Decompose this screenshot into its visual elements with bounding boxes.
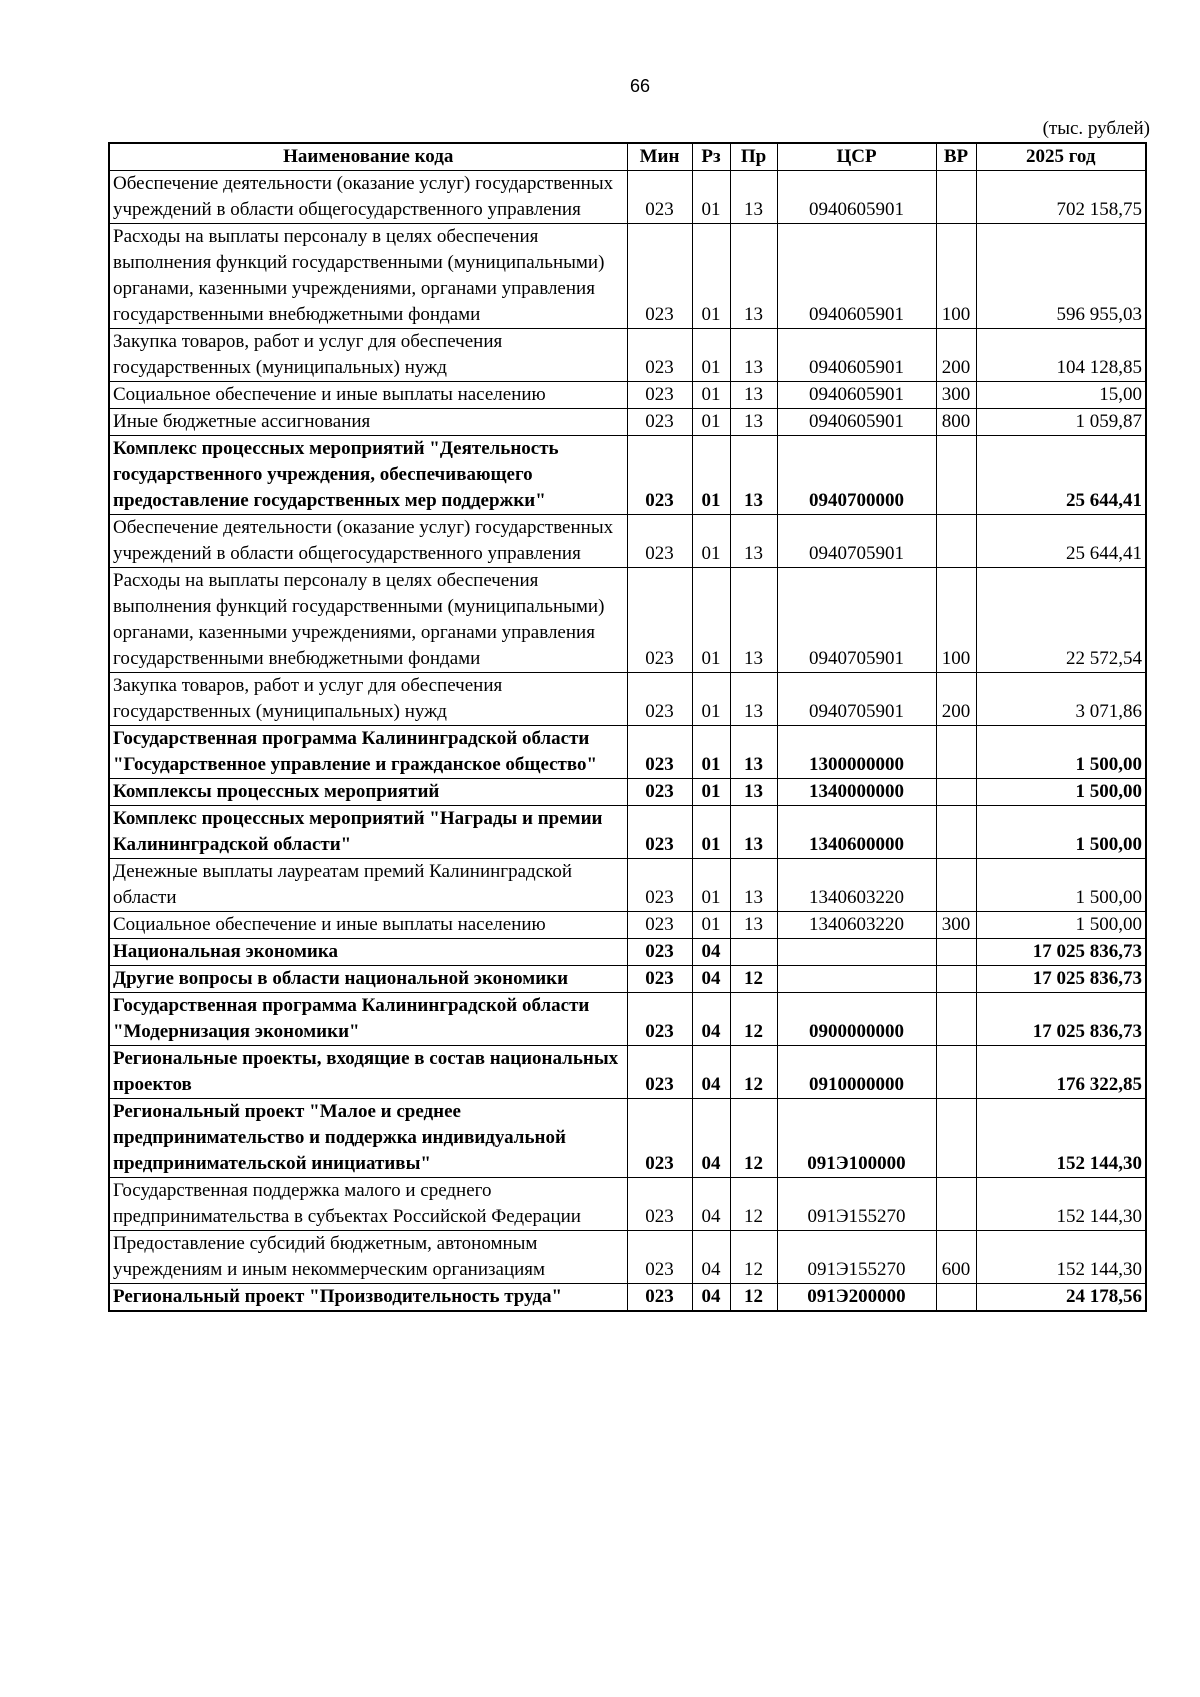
cell-min: 023 — [627, 726, 692, 779]
cell-csr: 0940605901 — [777, 409, 936, 436]
cell-amount: 596 955,03 — [976, 224, 1146, 329]
cell-csr: 1340600000 — [777, 806, 936, 859]
cell-csr: 1340603220 — [777, 912, 936, 939]
cell-csr: 0940705901 — [777, 515, 936, 568]
cell-pr: 13 — [730, 779, 777, 806]
cell-vr — [936, 1178, 976, 1231]
page-number: 66 — [629, 76, 651, 96]
cell-name: Обеспечение деятельности (оказание услуг) государственных учреждений в области общегосударственного управления — [109, 515, 627, 568]
cell-csr: 091Э100000 — [777, 1099, 936, 1178]
cell-csr — [777, 939, 936, 966]
cell-amount: 25 644,41 — [976, 436, 1146, 515]
cell-csr: 0940705901 — [777, 568, 936, 673]
cell-csr: 0940605901 — [777, 171, 936, 224]
cell-vr: 300 — [936, 382, 976, 409]
table-header-row — [109, 143, 1146, 171]
table-row — [109, 382, 1146, 409]
cell-csr: 1340603220 — [777, 859, 936, 912]
cell-min: 023 — [627, 382, 692, 409]
cell-pr: 13 — [730, 859, 777, 912]
table-row — [109, 779, 1146, 806]
cell-rz: 04 — [692, 1284, 730, 1312]
table-row — [109, 726, 1146, 779]
cell-rz: 01 — [692, 436, 730, 515]
header-year: 2025 год — [976, 143, 1146, 171]
cell-min: 023 — [627, 966, 692, 993]
cell-min: 023 — [627, 409, 692, 436]
header-rz: Рз — [692, 143, 730, 171]
cell-amount: 1 500,00 — [976, 779, 1146, 806]
cell-pr — [730, 939, 777, 966]
header-name: Наименование кода — [109, 143, 627, 171]
cell-rz: 01 — [692, 515, 730, 568]
cell-amount: 22 572,54 — [976, 568, 1146, 673]
table-row — [109, 1231, 1146, 1284]
cell-pr: 13 — [730, 409, 777, 436]
cell-vr — [936, 726, 976, 779]
cell-csr: 0940605901 — [777, 382, 936, 409]
header-min: Мин — [627, 143, 692, 171]
cell-rz: 01 — [692, 568, 730, 673]
cell-csr: 1340000000 — [777, 779, 936, 806]
cell-rz: 04 — [692, 1099, 730, 1178]
cell-amount: 15,00 — [976, 382, 1146, 409]
cell-rz: 01 — [692, 382, 730, 409]
cell-rz: 01 — [692, 779, 730, 806]
cell-pr: 12 — [730, 1231, 777, 1284]
cell-amount: 104 128,85 — [976, 329, 1146, 382]
cell-pr: 13 — [730, 171, 777, 224]
table-row — [109, 329, 1146, 382]
cell-pr: 13 — [730, 806, 777, 859]
cell-vr — [936, 859, 976, 912]
cell-csr: 091Э155270 — [777, 1231, 936, 1284]
cell-name: Социальное обеспечение и иные выплаты населению — [109, 382, 627, 409]
cell-csr: 0940605901 — [777, 329, 936, 382]
cell-rz: 04 — [692, 939, 730, 966]
cell-pr: 13 — [730, 382, 777, 409]
cell-rz: 04 — [692, 1178, 730, 1231]
table-row — [109, 515, 1146, 568]
cell-vr — [936, 1099, 976, 1178]
cell-rz: 01 — [692, 726, 730, 779]
cell-min: 023 — [627, 779, 692, 806]
cell-csr: 0900000000 — [777, 993, 936, 1046]
cell-min: 023 — [627, 224, 692, 329]
cell-pr: 13 — [730, 436, 777, 515]
cell-pr: 13 — [730, 515, 777, 568]
cell-min: 023 — [627, 1231, 692, 1284]
cell-vr — [936, 1046, 976, 1099]
cell-rz: 04 — [692, 1046, 730, 1099]
cell-name: Денежные выплаты лауреатам премий Калининградской области — [109, 859, 627, 912]
cell-pr: 13 — [730, 568, 777, 673]
cell-name: Государственная программа Калининградской области "Государственное управление и гражданское общество" — [109, 726, 627, 779]
cell-name: Комплекс процессных мероприятий "Награды и премии Калининградской области" — [109, 806, 627, 859]
cell-name: Другие вопросы в области национальной экономики — [109, 966, 627, 993]
cell-pr: 12 — [730, 1284, 777, 1312]
cell-name: Расходы на выплаты персоналу в целях обеспечения выполнения функций государственными (муниципальными) органами, казенными учреждениями, органами управления государственными внебюджетными фондами — [109, 224, 627, 329]
cell-vr — [936, 171, 976, 224]
table-row — [109, 436, 1146, 515]
cell-vr — [936, 436, 976, 515]
table-row — [109, 939, 1146, 966]
cell-name: Закупка товаров, работ и услуг для обеспечения государственных (муниципальных) нужд — [109, 329, 627, 382]
cell-amount: 152 144,30 — [976, 1178, 1146, 1231]
cell-amount: 17 025 836,73 — [976, 993, 1146, 1046]
cell-vr — [936, 1284, 976, 1312]
cell-vr: 600 — [936, 1231, 976, 1284]
cell-name: Комплекс процессных мероприятий "Деятельность государственного учреждения, обеспечивающего предоставление государственных мер поддержки" — [109, 436, 627, 515]
cell-rz: 04 — [692, 966, 730, 993]
cell-name: Государственная программа Калининградской области "Модернизация экономики" — [109, 993, 627, 1046]
cell-min: 023 — [627, 568, 692, 673]
cell-csr: 0940700000 — [777, 436, 936, 515]
cell-rz: 01 — [692, 171, 730, 224]
table-row — [109, 859, 1146, 912]
cell-pr: 13 — [730, 329, 777, 382]
cell-min: 023 — [627, 806, 692, 859]
cell-pr: 12 — [730, 993, 777, 1046]
cell-min: 023 — [627, 859, 692, 912]
cell-name: Государственная поддержка малого и среднего предпринимательства в субъектах Российской Федерации — [109, 1178, 627, 1231]
cell-vr — [936, 779, 976, 806]
cell-pr: 13 — [730, 224, 777, 329]
cell-rz: 01 — [692, 224, 730, 329]
cell-pr: 13 — [730, 726, 777, 779]
cell-rz: 01 — [692, 859, 730, 912]
cell-name: Региональный проект "Малое и среднее предпринимательство и поддержка индивидуальной предпринимательской инициативы" — [109, 1099, 627, 1178]
cell-min: 023 — [627, 939, 692, 966]
cell-rz: 01 — [692, 409, 730, 436]
cell-csr: 1300000000 — [777, 726, 936, 779]
cell-amount: 25 644,41 — [976, 515, 1146, 568]
cell-min: 023 — [627, 993, 692, 1046]
table-row — [109, 806, 1146, 859]
cell-vr: 300 — [936, 912, 976, 939]
cell-amount: 1 500,00 — [976, 859, 1146, 912]
cell-csr — [777, 966, 936, 993]
cell-amount: 702 158,75 — [976, 171, 1146, 224]
header-pr: Пр — [730, 143, 777, 171]
cell-amount: 3 071,86 — [976, 673, 1146, 726]
cell-csr: 0910000000 — [777, 1046, 936, 1099]
cell-vr — [936, 515, 976, 568]
cell-amount: 17 025 836,73 — [976, 966, 1146, 993]
header-vr: ВР — [936, 143, 976, 171]
cell-pr: 12 — [730, 1046, 777, 1099]
cell-vr — [936, 806, 976, 859]
cell-pr: 13 — [730, 673, 777, 726]
table-row — [109, 1284, 1146, 1312]
table-row — [109, 912, 1146, 939]
cell-amount: 1 500,00 — [976, 726, 1146, 779]
cell-min: 023 — [627, 912, 692, 939]
table-row — [109, 1099, 1146, 1178]
header-csr: ЦСР — [777, 143, 936, 171]
cell-name: Региональные проекты, входящие в состав национальных проектов — [109, 1046, 627, 1099]
table-row — [109, 966, 1146, 993]
cell-rz: 01 — [692, 912, 730, 939]
cell-min: 023 — [627, 1178, 692, 1231]
cell-pr: 13 — [730, 912, 777, 939]
units-label: (тыс. рублей) — [1042, 118, 1150, 139]
cell-vr — [936, 939, 976, 966]
cell-name: Закупка товаров, работ и услуг для обеспечения государственных (муниципальных) нужд — [109, 673, 627, 726]
cell-min: 023 — [627, 1099, 692, 1178]
cell-amount: 152 144,30 — [976, 1099, 1146, 1178]
cell-amount: 24 178,56 — [976, 1284, 1146, 1312]
cell-min: 023 — [627, 673, 692, 726]
cell-csr: 0940605901 — [777, 224, 936, 329]
budget-table — [108, 142, 1147, 1312]
cell-csr: 091Э200000 — [777, 1284, 936, 1312]
cell-amount: 1 059,87 — [976, 409, 1146, 436]
cell-rz: 01 — [692, 806, 730, 859]
cell-amount: 152 144,30 — [976, 1231, 1146, 1284]
cell-name: Национальная экономика — [109, 939, 627, 966]
table-row — [109, 171, 1146, 224]
cell-min: 023 — [627, 171, 692, 224]
cell-vr — [936, 966, 976, 993]
cell-name: Обеспечение деятельности (оказание услуг) государственных учреждений в области общегосударственного управления — [109, 171, 627, 224]
cell-amount: 176 322,85 — [976, 1046, 1146, 1099]
cell-pr: 12 — [730, 1178, 777, 1231]
cell-name: Иные бюджетные ассигнования — [109, 409, 627, 436]
cell-vr: 200 — [936, 673, 976, 726]
table-row — [109, 1178, 1146, 1231]
table-row — [109, 1046, 1146, 1099]
cell-rz: 01 — [692, 329, 730, 382]
cell-rz: 04 — [692, 993, 730, 1046]
cell-min: 023 — [627, 329, 692, 382]
cell-vr — [936, 993, 976, 1046]
cell-min: 023 — [627, 515, 692, 568]
cell-vr: 800 — [936, 409, 976, 436]
cell-min: 023 — [627, 436, 692, 515]
cell-vr: 100 — [936, 568, 976, 673]
cell-min: 023 — [627, 1046, 692, 1099]
cell-pr: 12 — [730, 966, 777, 993]
table-row — [109, 673, 1146, 726]
cell-csr: 0940705901 — [777, 673, 936, 726]
cell-min: 023 — [627, 1284, 692, 1312]
cell-amount: 17 025 836,73 — [976, 939, 1146, 966]
cell-csr: 091Э155270 — [777, 1178, 936, 1231]
cell-name: Региональный проект "Производительность труда" — [109, 1284, 627, 1312]
table-row — [109, 224, 1146, 329]
table-row — [109, 409, 1146, 436]
cell-name: Комплексы процессных мероприятий — [109, 779, 627, 806]
cell-name: Предоставление субсидий бюджетным, автономным учреждениям и иным некоммерческим организациям — [109, 1231, 627, 1284]
cell-amount: 1 500,00 — [976, 806, 1146, 859]
cell-name: Расходы на выплаты персоналу в целях обеспечения выполнения функций государственными (муниципальными) органами, казенными учреждениями, органами управления государственными внебюджетными фондами — [109, 568, 627, 673]
cell-vr: 100 — [936, 224, 976, 329]
cell-name: Социальное обеспечение и иные выплаты населению — [109, 912, 627, 939]
cell-pr: 12 — [730, 1099, 777, 1178]
cell-rz: 04 — [692, 1231, 730, 1284]
cell-amount: 1 500,00 — [976, 912, 1146, 939]
cell-rz: 01 — [692, 673, 730, 726]
table-row — [109, 993, 1146, 1046]
cell-vr: 200 — [936, 329, 976, 382]
table-row — [109, 568, 1146, 673]
